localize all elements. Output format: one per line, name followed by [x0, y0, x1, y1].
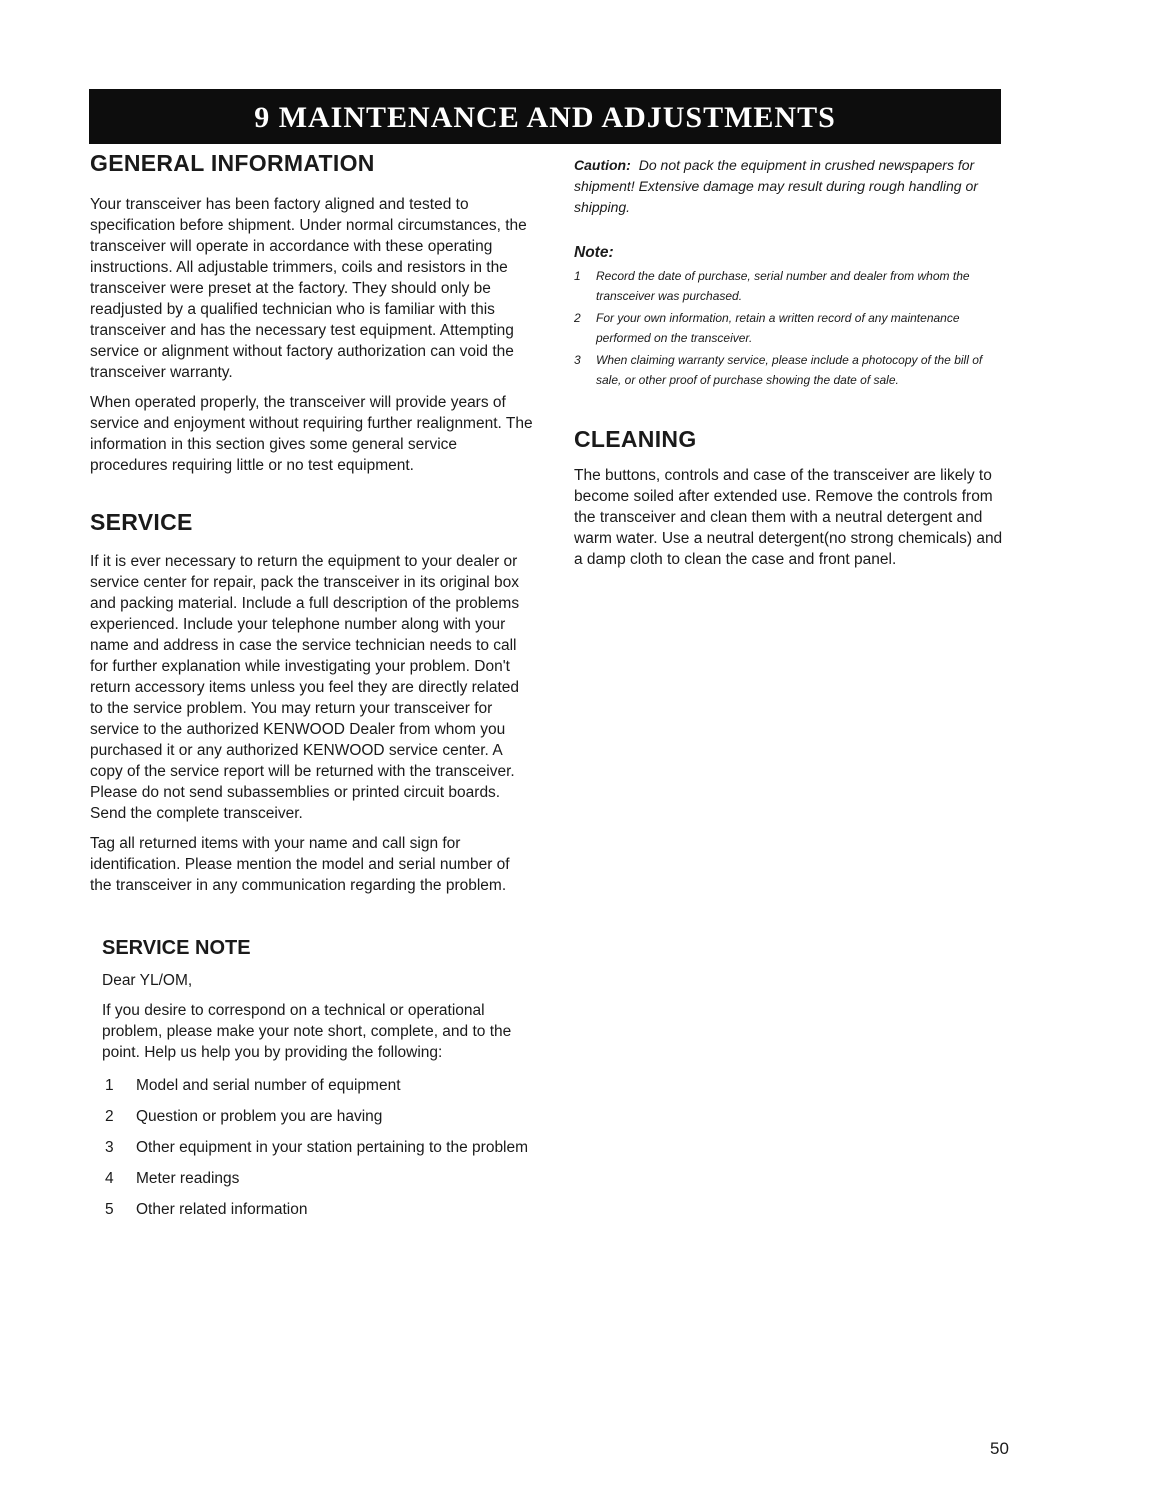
note-title: Note:	[574, 244, 614, 261]
service-heading: SERVICE	[90, 509, 193, 535]
service-paragraph-1: If it is ever necessary to return the equipment to your dealer or service center for repair, pack the transceiver in its original box and packing material. Include a full description of the problems experienced. Include your telephone number along with your name and address in case the service technician needs to call for further explanation while investigating your problem. Don't return accessory items unless you feel they are directly related to the service problem. You may return your transceiver for service to the authorized KENWOOD Dealer from whom you purchased it or any authorized KENWOOD service center. A copy of the service report will be returned with the transceiver. Please do not send subassemblies or printed circuit boards. Send the complete transceiver.	[90, 553, 520, 822]
service-note-intro: If you desire to correspond on a technical or operational problem, please make your note short, complete, and to the point. Help us help you by providing the following:	[102, 1002, 512, 1061]
list-item: 5 Other related information	[105, 1201, 308, 1218]
general-information-paragraph-1: Your transceiver has been factory aligned and tested to specification before shipment. Under normal circumstances, the transceiver will operate in accordance with these operating instructions. All adjustable trimmers, coils and resistors in the transceiver were preset at the factory. They should only be readjusted by a qualified technician who is familiar with this transceiver and has the necessary test equipment. Attempting service or alignment without factory authorization can void the transceiver warranty.	[90, 196, 527, 381]
list-item: 4 Meter readings	[105, 1170, 240, 1187]
list-item: 3 Other equipment in your station pertaining to the problem	[105, 1139, 529, 1156]
service-note-list	[102, 1075, 535, 1221]
left-column	[90, 150, 535, 1230]
service-section	[90, 509, 535, 896]
list-item: 1 Model and serial number of equipment	[105, 1077, 401, 1094]
general-information-heading: GENERAL INFORMATION	[90, 150, 375, 176]
cleaning-section	[574, 426, 1004, 570]
list-item: 2 Question or problem you are having	[105, 1108, 383, 1125]
service-note-salutation: Dear YL/OM,	[102, 972, 193, 989]
cleaning-paragraph: The buttons, controls and case of the transceiver are likely to become soiled after extended use. Remove the controls from the transceiver and clean them with a neutral detergent and warm water. Use a neutral detergent(no strong chemicals) and a damp cloth to clean the case and front panel.	[574, 467, 1003, 568]
chapter-title: 9 MAINTENANCE AND ADJUSTMENTS	[254, 101, 836, 134]
service-note-heading: SERVICE NOTE	[102, 937, 251, 959]
caution-text: Do not pack the equipment in crushed newspapers for shipment! Extensive damage may result during rough handling or shipping.	[574, 157, 978, 215]
caution-label: Caution:	[574, 157, 631, 173]
note-list	[574, 266, 1004, 390]
page-number: 50	[990, 1439, 1009, 1458]
list-item: 3 When claiming warranty service, please include a photocopy of the bill of sale, or other proof of purchase showing the date of sale.	[574, 353, 983, 387]
right-column	[574, 150, 1004, 570]
list-item: 2 For your own information, retain a written record of any maintenance performed on the transceiver.	[574, 311, 960, 345]
service-paragraph-2: Tag all returned items with your name and call sign for identification. Please mention the model and serial number of the transceiver in any communication regarding the problem.	[90, 835, 510, 894]
chapter-banner	[89, 89, 1001, 144]
general-information-paragraph-2: When operated properly, the transceiver will provide years of service and enjoyment without requiring further realignment. The information in this section gives some general service procedures requiring little or no test equipment.	[90, 394, 533, 474]
general-information-section	[90, 150, 535, 476]
service-note-section	[90, 937, 535, 1221]
caution-block	[574, 155, 1004, 218]
cleaning-heading: CLEANING	[574, 426, 697, 452]
list-item: 1 Record the date of purchase, serial number and dealer from whom the transceiver was purchased.	[574, 269, 970, 303]
